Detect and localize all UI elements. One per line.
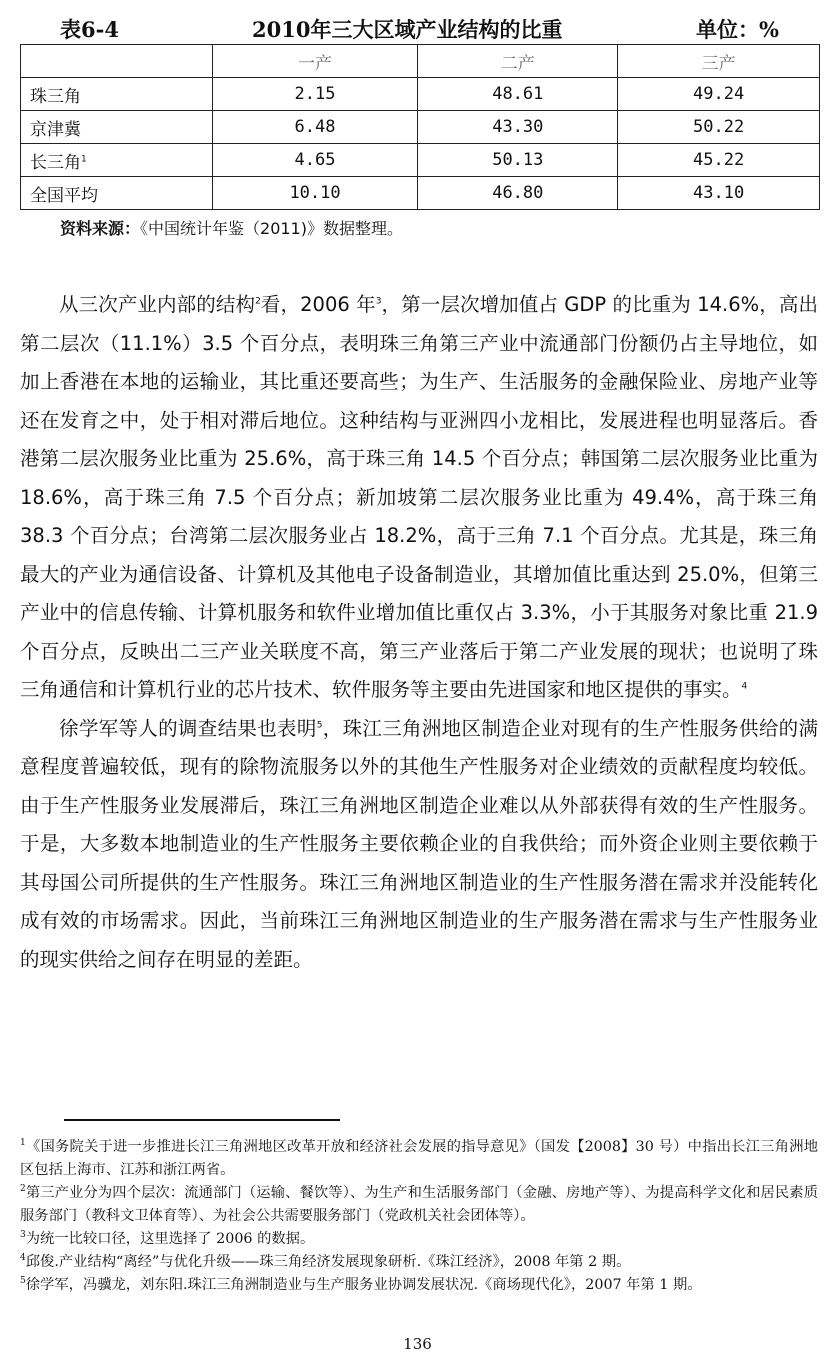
column-header: 三产 <box>618 45 820 78</box>
row-label: 京津冀 <box>21 111 213 144</box>
table-cell: 45.22 <box>618 144 820 177</box>
table-row <box>21 78 820 111</box>
row-label: 长三角$^1$ <box>21 144 213 177</box>
footnote: $^1$《国务院关于进一步推进长江三角洲地区改革开放和经济社会发展的指导意见》（国发【2008】30 号）中指出长江三角洲地区包括上海市、江苏和浙江两省。 <box>20 1138 818 1178</box>
table-cell: 50.13 <box>418 144 618 177</box>
table-unit: 单位：% <box>696 17 779 42</box>
table-caption <box>20 8 820 44</box>
row-label: 珠三角 <box>21 78 213 111</box>
table-row <box>21 111 820 144</box>
footnotes <box>20 1136 818 1297</box>
footnote-ref[interactable]: 3 <box>375 296 382 307</box>
table-cell: 10.10 <box>212 177 418 210</box>
page-number: 136 <box>403 1335 432 1353</box>
table-header-row <box>21 45 820 78</box>
footnote: $^2$第三产业分为四个层次：流通部门（运输、餐饮等）、为生产和生活服务部门（金融、房地产等）、为提高科学文化和居民素质服务部门（教科文卫体育等）、为社会公共需要服务部门（党政机关社会团体等）。 <box>20 1184 818 1224</box>
table-source-note <box>60 216 403 239</box>
row-label: 全国平均 <box>21 177 213 210</box>
footnote-ref[interactable]: 2 <box>255 296 261 307</box>
footnote: $^3$为统一比较口径，这里选择了 2006 的数据。 <box>20 1230 315 1247</box>
table-cell: 2.15 <box>212 78 418 111</box>
footnote-ref[interactable]: 1 <box>81 153 87 164</box>
table-title: 2010年三大区域产业结构的比重 <box>252 17 563 42</box>
table-cell: 43.30 <box>418 111 618 144</box>
column-header: 一产 <box>212 45 418 78</box>
table-cell: 6.48 <box>212 111 418 144</box>
table-cell: 46.80 <box>418 177 618 210</box>
table-cell: 49.24 <box>618 78 820 111</box>
footnote: $^4$邱俊.产业结构“离经”与优化升级——珠三角经济发展现象研析.《珠江经济》，2008 年第 2 期。 <box>20 1253 631 1270</box>
table-row <box>21 144 820 177</box>
column-header <box>21 45 213 78</box>
table-number: 表6-4 <box>60 17 119 42</box>
footnote: $^5$徐学军，冯骥龙，刘东阳.珠江三角洲制造业与生产服务业协调发展状况.《商场现代化》，2007 年第 1 期。 <box>20 1276 702 1293</box>
industry-structure-table <box>20 44 820 210</box>
paragraph: 徐学军等人的调查结果也表明$^5$，珠江三角洲地区制造企业对现有的生产性服务供给的满意程度普遍较低，现有的除物流服务以外的其他生产性服务对企业绩效的贡献程度均较低。由于生产性服务业发展滞后，珠江三角洲地区制造企业难以从外部获得有效的生产性服务。于是，大多数本地制造业的生产性服务主要依赖企业的自我供给；而外资企业则主要依赖于其母国公司所提供的生产性服务。珠江三角洲地区制造业的生产性服务潜在需求并没能转化成有效的市场需求。因此，当前珠江三角洲地区制造业的生产服务潜在需求与生产性服务业的现实供给之间存在明显的差距。 <box>20 716 818 971</box>
footnote-divider <box>64 1119 340 1121</box>
table-cell: 43.10 <box>618 177 820 210</box>
paragraph: 从三次产业内部的结构$^2$看，2006 年$^3$，第一层次增加值占 GDP 的比重为 14.6%，高出第二层次（11.1%）3.5 个百分点，表明珠三角第三产业中流通部门份额仍占主导地位，如加上香港在本地的运输业，其比重还要高些；为生产、生活服务的金融保险业、房地产业等还在发育之中，处于相对滞后地位。这种结构与亚洲四小龙相比，发展进程也明显落后。香港第二层次服务业比重为 25.6%，高于珠三角 14.5 个百分点；韩国第二层次服务业比重为 18.6%，高于珠三角 7.5 个百分点；新加坡第二层次服务业比重为 49.4%，高于珠三角 38.3 个百分点；台湾第二层次服务业占 18.2%，高于三角 7.1 个百分点。尤其是，珠三角最大的产业为通信设备、计算机及其他电子设备制造业，其增加值比重达到 25.0%，但第三产业中的信息传输、计算机服务和软件业增加值比重仅占 3.3%，小于其服务对象比重 21.9 个百分点，反映出二三产业关联度不高，第三产业落后于第二产业发展的现状；也说明了珠三角通信和计算机行业的芯片技术、软件服务等主要由先进国家和地区提供的事实。$^4$ <box>20 293 818 701</box>
table-cell: 48.61 <box>418 78 618 111</box>
footnote-ref[interactable]: 4 <box>741 681 748 692</box>
column-header: 二产 <box>418 45 618 78</box>
source-text: 《中国统计年鉴（2011)》数据整理。 <box>140 219 403 238</box>
body-text <box>20 286 818 979</box>
table-cell: 4.65 <box>212 144 418 177</box>
footnote-ref[interactable]: 5 <box>316 720 323 730</box>
table-row <box>21 177 820 210</box>
table-cell: 50.22 <box>618 111 820 144</box>
source-label: 资料来源： <box>60 219 141 238</box>
